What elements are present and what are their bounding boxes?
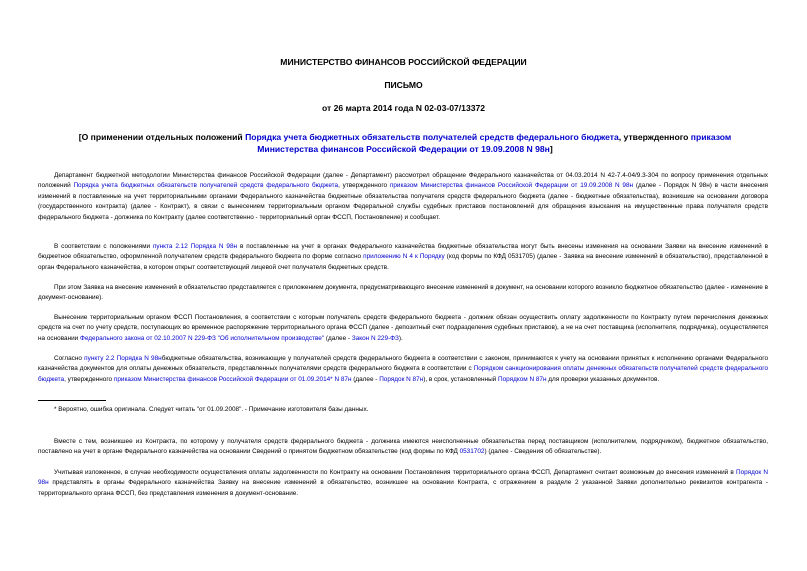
p1-text-2: , утвержденного [338, 182, 390, 190]
p1-link-order[interactable]: Порядка учета бюджетных обязательств получателей средств федерального бюджета [73, 182, 339, 190]
subject-mid: , утвержденного [618, 132, 691, 142]
paragraph-6 [38, 437, 768, 458]
p4-text-2: (далее - [324, 334, 352, 342]
p1-text-3: (далее - Порядок N 98н) в части внесения изменений в поставленные на учет территориальными органами Федерального казначейства бюджетные обязательства получателя средств федерального бюджета (далее - бюджетные обязательства), возникшие на основании договора (государственного контракта) (далее - Контракт), в связи с вынесением территориальным органом Федеральной службы судебных приставов постановлений для обращения взыскания на имущественные права получателя средств федерального бюджета - должника по Контракту (далее соответственно - территориальный орган ФССП, Постановление) и сообщает. [38, 182, 768, 221]
p5-text-3: бюджетные обязательства, возникающие у получателей средств федерального бюджета в соответствии с законом, принимаются к учету на основании принятых к исполнению органами Федерального казначейства документов для оплаты денежных обязательств, представленных получателями средств федерального бюджета в соответствии с [38, 355, 768, 373]
p2-text-3: в поставленные на учет в органах Федерального казначейства бюджетные обязательства могут быть внесены изменения на основании Заявки на внесение изменений в бюджетное обязательство, оформленной получателем средств федерального бюджета по форме согласно [38, 243, 768, 261]
subject-close: ] [549, 144, 553, 154]
p4-link-law[interactable]: Федерального закона от 02.10.2007 N 229-ФЗ "Об исполнительном производстве" [80, 334, 325, 342]
p4-text-1: Вынесение территориальным органом ФССП Постановления, в соответствии с которым получатель средств федерального бюджета - должник обязан осуществить оплату задолженности по Контракту путем перечисления денежных средств на счет по учету средств, поступающих во временное распоряжение территориального органа ФССП (далее - депозитный счет подразделения судебных приставов), а не на счет поставщика (исполнителя, подрядчика), осуществляется на основании [38, 314, 768, 342]
subject-link-order-98n[interactable]: Порядка учета бюджетных обязательств получателей средств федерального бюджета [245, 132, 619, 142]
ministry-heading: МИНИСТЕРСТВО ФИНАНСОВ РОССИЙСКОЙ ФЕДЕРАЦИИ [280, 57, 527, 67]
p7-link-order-98n[interactable]: Порядок N 98н [38, 469, 768, 487]
p2-text-1: В соответствии с положениями [54, 243, 153, 250]
subject-link-decree[interactable]: приказом Министерства финансов Российской Федерации от 19.09.2008 N 98н [257, 132, 732, 154]
p2-text-4: (код формы по КФД 0531705) (далее - Заявка на внесение изменений в обязательство), представленной в орган Федерального казначейства, в котором открыт соответствующий лицевой счет получателя бюджетных средств. [38, 253, 768, 271]
footnote-separator [38, 400, 106, 401]
p5-link-decree-87n[interactable]: приказом Министерства финансов Российской Федерации от 01.09.2014* N 87н [113, 375, 352, 383]
p3-text-1: При этом Заявка на внесение изменений в обязательство представляется с приложением документа, предусматривающего внесение изменений в документ, на основании которого возникло бюджетное обязательство (далее - изменение в документ-основание). [38, 284, 768, 302]
p6-text-2: ) (далее - Сведения об обязательстве). [484, 448, 602, 456]
paragraph-3 [38, 283, 768, 304]
p5-link-order-98n[interactable]: Порядка N 98н [116, 355, 162, 362]
paragraph-4 [38, 313, 768, 344]
paragraph-2 [38, 242, 768, 273]
paragraph-7 [38, 468, 768, 499]
p4-link-law-short[interactable]: Закон N 229-ФЗ [351, 334, 399, 342]
doc-type-heading: ПИСЬМО [384, 80, 423, 90]
subject-open: [О применении отдельных положений [78, 132, 246, 142]
p7-text-1: Учитывая изложенное, в случае необходимости осуществления оплаты задолженности по Контракту на основании Постановления территориального органа ФССП, Департамент считает возможным до внесения изменений в [54, 469, 737, 476]
p5-link-order-87n[interactable]: Порядок N 87н [379, 375, 424, 383]
p2-link-item[interactable]: пункта 2.12 [152, 243, 188, 250]
p5-link-item[interactable]: пункту 2.2 [84, 355, 115, 362]
footnote-text: * Вероятно, ошибка оригинала. Следует читать "от 01.09.2008". - Примечание изготовителя базы данных. [54, 406, 369, 413]
p5-link-sanction-order[interactable]: Порядком санкционирования оплаты денежных обязательств получателей средств федерального бюджета [38, 365, 769, 383]
paragraph-1 [38, 171, 768, 223]
p5-text-5: (далее - [351, 375, 380, 383]
p2-link-appendix[interactable]: приложению N 4 к Порядку [363, 253, 445, 261]
p4-text-3: ). [398, 334, 403, 342]
p6-text-1: Вместе с тем, возникшее из Контракта, по которому у получателя средств федерального бюджета - должника имеются неисполненные обязательства перед поставщиком (исполнителем, подрядчиком), бюджетное обязательство, поставлено на учет в органе Федерального казначейства на основании Сведений о принятом бюджетном обязательстве (код формы по КФД [38, 438, 768, 456]
p6-link-form-code[interactable]: 0531702 [459, 448, 485, 456]
p5-link-order-87n-2[interactable]: Порядком N 87н [498, 375, 547, 383]
p5-text-1: Согласно [54, 355, 85, 362]
p1-text-1: Департамент бюджетной методологии Министерства финансов Российской Федерации (далее - Департамент) рассмотрел обращение Федерального казначейства от 04.03.2014 N 42-7.4-04/9.3-304 по вопросу применения отдельных положений [38, 172, 768, 190]
p5-text-6: ), в срок, установленный [423, 375, 499, 383]
p2-link-order[interactable]: Порядка N 98н [190, 243, 238, 250]
p7-text-2: представлять в органы Федерального казначейства Заявку на внесение изменений в обязательство, возникшее на основании Контракта, с отражением в разделе 2 указанной Заявки дополнительно реквизитов контрагента - территориального органа ФССП, без представления изменения в документ-основание. [38, 479, 768, 497]
date-number-heading: от 26 марта 2014 года N 02-03-07/13372 [321, 103, 486, 113]
p5-text-4: , утвержденного [64, 375, 114, 383]
footnote [54, 405, 754, 415]
p5-text-7: для проверки указанных документов. [546, 375, 660, 383]
p1-link-decree[interactable]: приказом Министерства финансов Российской Федерации от 19.09.2008 N 98н [389, 182, 634, 190]
document-subject [60, 131, 750, 155]
paragraph-5 [38, 354, 768, 385]
